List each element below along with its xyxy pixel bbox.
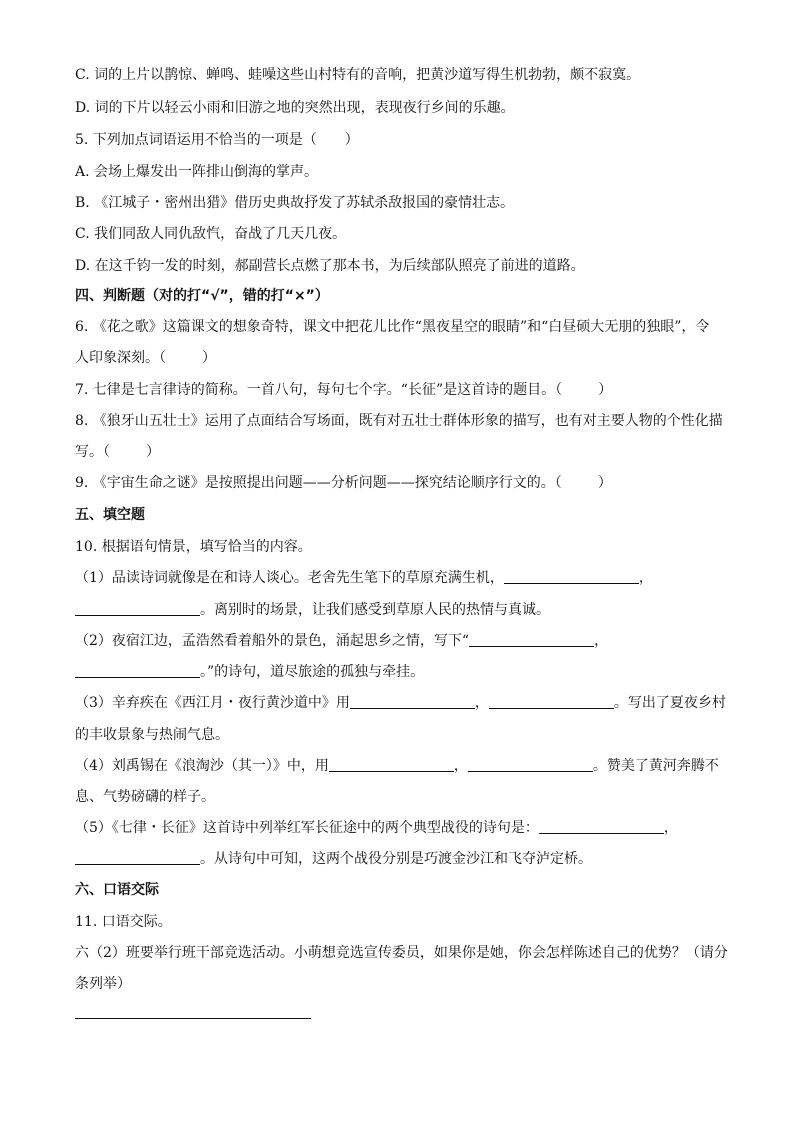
question-5-option-c: C. 我们同敌人同仇敌忾，奋战了几天几夜。 [75, 226, 347, 242]
answer-blank[interactable] [350, 694, 475, 709]
question-10-5-line1: （5）《七律・长征》这首诗中列举红军长征途中的两个典型战役的诗句是： ， [75, 820, 678, 836]
question-7: 7. 七律是七言律诗的简称。一首八句，每句七个字。“长征”是这首诗的题目。（ ） [75, 382, 613, 398]
question-11-prompt-line2: 条列举） [75, 976, 131, 992]
answer-line[interactable] [75, 1018, 311, 1019]
question-11-prompt-line1: 六（2）班要举行班干部竞选活动。小萌想竞选宣传委员，如果你是她，你会怎样陈述自己的优势？（请分 [75, 945, 728, 961]
answer-blank[interactable] [75, 601, 200, 616]
section-heading-fill-blank: 五、填空题 [75, 507, 145, 523]
question-5-option-b: B. 《江城子・密州出猎》借历史典故抒发了苏轼杀敌报国的豪情壮志。 [75, 195, 515, 211]
question-10-2-line2: 。”的诗句，道尽旅途的孤独与牵挂。 [75, 662, 424, 682]
answer-blank[interactable] [75, 663, 200, 678]
section-heading-judgement: 四、判断题（对的打“√”，错的打“×”） [75, 288, 329, 304]
question-9: 9. 《宇宙生命之谜》是按照提出问题——分析问题——探究结论顺序行文的。（ ） [75, 475, 612, 491]
option-d-line: D. 词的下片以轻云小雨和旧游之地的突然出现，表现夜行乡间的乐趣。 [75, 100, 515, 116]
question-5-option-d: D. 在这千钧一发的时刻，郝副营长点燃了那本书，为后续部队照亮了前进的道路。 [75, 258, 585, 274]
answer-blank[interactable] [489, 694, 614, 709]
answer-blank[interactable] [468, 757, 593, 772]
question-10-3-line1: （3）辛弃疾在《西江月・夜行黄沙道中》用 ， 。写出了夏夜乡村 [75, 695, 726, 711]
answer-blank[interactable] [539, 819, 664, 834]
question-10-3-line2: 的丰收景象与热闹气息。 [75, 727, 229, 743]
question-10-4-line1: （4）刘禹锡在《浪淘沙（其一）》中，用 ， 。赞美了黄河奔腾不 [75, 758, 719, 774]
question-6-line1: 6. 《花之歌》这篇课文的想象奇特，课文中把花儿比作“黑夜星空的眼睛”和“白昼硕大无朋的独眼”，令 [75, 319, 710, 335]
question-5: 5. 下列加点词语运用不恰当的一项是（ ） [75, 132, 359, 148]
option-c-line: C. 词的上片以鹊惊、蝉鸣、蛙噪这些山村特有的音响，把黄沙道写得生机勃勃，颇不寂寞。 [75, 67, 641, 83]
question-8-line1: 8. 《狼牙山五壮士》运用了点面结合写场面，既有对五壮士群体形象的描写，也有对主要人物的个性化描 [75, 413, 723, 429]
question-10-2-line1: （2）夜宿江边，孟浩然看着船外的景色，涌起思乡之情，写下“ ， [75, 633, 609, 649]
question-6-line2: 人印象深刻。（ ） [75, 350, 216, 366]
question-8-line2: 写。（ ） [75, 444, 160, 460]
answer-blank[interactable] [504, 569, 639, 584]
question-10-1-line2: 。离别时的场景，让我们感受到草原人民的热情与真诚。 [75, 600, 550, 620]
question-10: 10. 根据语句情景，填写恰当的内容。 [75, 539, 312, 555]
answer-blank[interactable] [469, 632, 594, 647]
section-heading-oral: 六、口语交际 [75, 882, 159, 898]
answer-blank[interactable] [329, 757, 454, 772]
question-10-1-line1: （1）品读诗词就像是在和诗人谈心。老舍先生笔下的草原充满生机， ， [75, 570, 653, 586]
question-10-4-line2: 息、气势磅礴的样子。 [75, 789, 215, 805]
question-10-5-line2: 。从诗句中可知，这两个战役分别是巧渡金沙江和飞夺泸定桥。 [75, 849, 592, 869]
question-11: 11. 口语交际。 [75, 914, 172, 930]
answer-blank[interactable] [75, 850, 200, 865]
question-5-option-a: A. 会场上爆发出一阵排山倒海的掌声。 [75, 164, 319, 180]
